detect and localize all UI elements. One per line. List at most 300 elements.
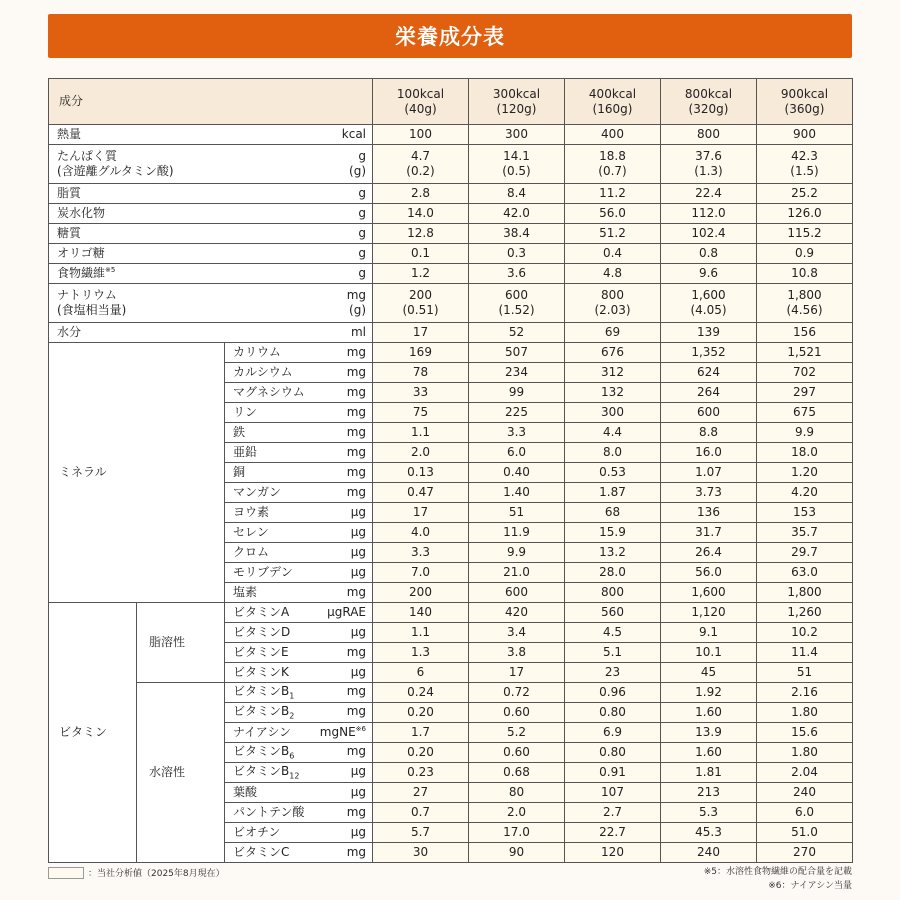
nutrient-name-text: ビオチン (233, 825, 281, 839)
value-cell: 0.20 (373, 703, 469, 723)
unit (347, 704, 366, 721)
value-cell: 31.7 (661, 523, 757, 543)
nutrient-name (233, 785, 257, 800)
nutrient-name-cell (225, 803, 373, 823)
nutrient-name-text: ビタミンB (233, 743, 290, 758)
nutrient-name-cell (225, 483, 373, 503)
value-cell: 100 (373, 125, 469, 145)
value-cell: 2.0 (469, 803, 565, 823)
nutrition-table (48, 78, 853, 863)
weight-label: (320g) (688, 101, 729, 116)
value-cell: 420 (469, 603, 565, 623)
nutrient-name (233, 665, 289, 680)
value-cell: 0.13 (373, 463, 469, 483)
value-cell: 264 (661, 383, 757, 403)
nutrient-label (57, 149, 366, 179)
unit (347, 485, 366, 500)
value-cell (373, 145, 469, 184)
column-header (757, 79, 853, 125)
value-cell: 0.4 (565, 244, 661, 264)
unit-text: ml (350, 325, 366, 339)
nutrient-line (233, 625, 366, 640)
nutrient-line (233, 684, 366, 701)
value-cell: 1,260 (757, 603, 853, 623)
nutrient-name-cell (225, 603, 373, 623)
unit-text: mg (346, 485, 366, 499)
table-row (49, 204, 853, 224)
unit-text: μg (350, 665, 366, 679)
value-cell: 51.2 (565, 224, 661, 244)
nutrient-name-cell (225, 743, 373, 763)
value-cell (565, 145, 661, 184)
unit (351, 785, 366, 800)
unit-text: mg (346, 585, 366, 599)
value-cell: 234 (469, 363, 565, 383)
unit (351, 325, 366, 340)
value-cell: 4.8 (565, 264, 661, 284)
nutrient-name-cell (49, 125, 373, 145)
nutrient-label (233, 525, 366, 540)
value-cell: 15.9 (565, 523, 661, 543)
value-cell: 624 (661, 363, 757, 383)
nutrient-name-cell (49, 145, 373, 184)
nutrient-name-cell (225, 663, 373, 683)
unit-text: g (358, 149, 366, 163)
value: 37.6 (695, 149, 722, 163)
nutrient-label (57, 325, 366, 340)
unit-text: mg (346, 683, 366, 698)
value-cell: 140 (373, 603, 469, 623)
value-cell: 1,120 (661, 603, 757, 623)
value-cell: 56.0 (565, 204, 661, 224)
nutrient-label (233, 565, 366, 580)
unit (347, 288, 366, 303)
unit-text: mg (346, 845, 366, 859)
nutrient-line (233, 845, 366, 860)
nutrient-name-cell (225, 763, 373, 783)
value-cell: 1,352 (661, 343, 757, 363)
nutrient-label (233, 725, 366, 740)
table-row (49, 184, 853, 204)
value-cell: 560 (565, 603, 661, 623)
nutrient-name-text: ヨウ素 (233, 505, 270, 519)
nutrient-name-text: ビタミンB (233, 763, 290, 778)
nutrient-name (233, 704, 294, 721)
value-cell: 297 (757, 383, 853, 403)
subscript: 6 (289, 751, 295, 761)
value-cell: 33 (373, 383, 469, 403)
table-row (49, 224, 853, 244)
value-cell: 9.9 (757, 423, 853, 443)
value-cell: 69 (565, 323, 661, 343)
value-cell: 2.0 (373, 443, 469, 463)
value-cell: 12.8 (373, 224, 469, 244)
value-cell: 0.20 (373, 743, 469, 763)
unit-text: mg (346, 345, 366, 359)
value-cell: 126.0 (757, 204, 853, 224)
unit (351, 505, 366, 520)
value-cell: 10.8 (757, 264, 853, 284)
vitamins-label: ビタミン (49, 603, 137, 863)
value-cell: 8.0 (565, 443, 661, 463)
value-cell: 28.0 (565, 563, 661, 583)
subscript: 2 (289, 711, 295, 721)
value-cell: 1.07 (661, 463, 757, 483)
unit-text: mg (346, 445, 366, 459)
value-cell (565, 284, 661, 323)
nutrient-name-cell (49, 184, 373, 204)
nutrient-label (233, 545, 366, 560)
nutrient-label (233, 645, 366, 660)
nutrient-line (233, 345, 366, 360)
value-cell: 600 (469, 583, 565, 603)
nutrient-line (233, 385, 366, 400)
legend-text: ：当社分析値（2025年8月現在） (88, 869, 225, 879)
value-cell: 1.80 (757, 703, 853, 723)
footnote-5: ※5：水溶性食物繊維の配合量を記載 (703, 867, 852, 877)
sub-value: (4.05) (690, 303, 727, 317)
value-cell: 0.60 (469, 703, 565, 723)
nutrient-label (57, 186, 366, 201)
nutrient-name-text: マグネシウム (233, 385, 305, 399)
nutrient-label (57, 246, 366, 261)
value-cell: 2.8 (373, 184, 469, 204)
value-cell: 80 (469, 783, 565, 803)
value-cell: 9.9 (469, 543, 565, 563)
kcal-label: 400kcal (588, 86, 637, 101)
nutrient-line (233, 704, 366, 721)
nutrient-label (233, 764, 366, 781)
nutrient-name-cell (49, 264, 373, 284)
nutrient-name-text: モリブデン (233, 565, 293, 579)
value-cell: 270 (757, 843, 853, 863)
value-cell: 35.7 (757, 523, 853, 543)
nutrient-label (233, 704, 366, 721)
nutrient-line (233, 645, 366, 660)
nutrient-name-cell (225, 403, 373, 423)
unit (320, 725, 366, 740)
nutrient-line (233, 605, 366, 620)
nutrient-label (233, 425, 366, 440)
page-title: 栄養成分表 (395, 25, 505, 49)
value-cell: 99 (469, 383, 565, 403)
value-cell (469, 145, 565, 184)
nutrient-name (233, 684, 294, 701)
unit (351, 625, 366, 640)
nutrient-name-text: ビタミンB (233, 703, 290, 718)
unit (347, 425, 366, 440)
nutrient-line (233, 525, 366, 540)
sub-unit: (g) (349, 303, 366, 317)
table-row (49, 145, 853, 184)
value-cell: 78 (373, 363, 469, 383)
value-cell: 3.4 (469, 623, 565, 643)
unit-text: μg (350, 505, 366, 519)
value-cell: 312 (565, 363, 661, 383)
value-cell: 6 (373, 663, 469, 683)
nutrient-name (233, 545, 269, 560)
value-cell: 1,600 (661, 583, 757, 603)
value-cell: 107 (565, 783, 661, 803)
value-cell: 56.0 (661, 563, 757, 583)
nutrient-name-cell (225, 543, 373, 563)
nutrient-line (233, 825, 366, 840)
value-cell: 90 (469, 843, 565, 863)
nutrient-label (233, 825, 366, 840)
value-cell: 2.16 (757, 683, 853, 703)
value-cell: 0.24 (373, 683, 469, 703)
value-cell: 18.0 (757, 443, 853, 463)
fat-soluble-label: 脂溶性 (137, 603, 225, 683)
value-cell: 0.23 (373, 763, 469, 783)
unit (347, 365, 366, 380)
nutrient-name (233, 825, 280, 840)
value-cell: 42.0 (469, 204, 565, 224)
nutrient-name-cell (225, 563, 373, 583)
value: 600 (505, 288, 528, 302)
value-cell: 6.0 (757, 803, 853, 823)
value-cell: 3.6 (469, 264, 565, 284)
weight-label: (360g) (784, 101, 825, 116)
unit (358, 266, 366, 281)
value-cell: 115.2 (757, 224, 853, 244)
value-cell: 5.1 (565, 643, 661, 663)
value-cell: 10.1 (661, 643, 757, 663)
nutrient-sub-line (57, 303, 366, 318)
nutrient-name (233, 365, 293, 380)
kcal-label: 800kcal (684, 86, 733, 101)
value-cell (373, 284, 469, 323)
value-cell: 1.92 (661, 683, 757, 703)
unit-text: μg (350, 625, 366, 639)
unit (358, 226, 366, 241)
value-cell: 1.2 (373, 264, 469, 284)
value-cell: 1.40 (469, 483, 565, 503)
value-cell: 3.73 (661, 483, 757, 503)
nutrient-name-text: 熱量 (57, 127, 82, 141)
unit-text: μg (350, 825, 366, 839)
sub-value: (0.7) (598, 164, 627, 178)
value-cell (757, 145, 853, 184)
value-cell: 676 (565, 343, 661, 363)
nutrient-line (57, 288, 366, 303)
nutrient-name (57, 325, 81, 340)
value-cell: 213 (661, 783, 757, 803)
value-cell: 0.60 (469, 743, 565, 763)
value: 1,600 (691, 288, 726, 302)
unit-text: mg (346, 365, 366, 379)
nutrient-name (233, 744, 294, 761)
table-row (49, 683, 853, 703)
table-row (49, 343, 853, 363)
legend-swatch (48, 867, 84, 879)
nutrient-label (57, 288, 366, 318)
sub-value: (0.51) (402, 303, 439, 317)
value-cell: 3.3 (469, 423, 565, 443)
value-cell: 1,521 (757, 343, 853, 363)
value-cell: 9.6 (661, 264, 757, 284)
value-cell: 102.4 (661, 224, 757, 244)
kcal-label: 300kcal (492, 86, 541, 101)
sub-value: (1.3) (694, 164, 723, 178)
weight-label: (40g) (404, 101, 437, 116)
nutrient-name-text: 銅 (233, 465, 246, 479)
value-cell: 507 (469, 343, 565, 363)
value-cell: 240 (757, 783, 853, 803)
nutrient-label (233, 665, 366, 680)
unit (358, 149, 366, 164)
nutrient-label (233, 785, 366, 800)
nutrient-name-text: ビタミンD (233, 625, 291, 639)
unit-text: mgNE (319, 725, 356, 739)
value-cell: 1,800 (757, 583, 853, 603)
nutrient-line (233, 425, 366, 440)
value-cell: 0.1 (373, 244, 469, 264)
value-cell: 14.0 (373, 204, 469, 224)
nutrient-name-text: カルシウム (233, 365, 293, 379)
nutrient-line (233, 764, 366, 781)
value-cell: 675 (757, 403, 853, 423)
nutrient-name (233, 605, 289, 620)
nutrient-name-cell (225, 423, 373, 443)
value-cell: 702 (757, 363, 853, 383)
column-header (373, 79, 469, 125)
sub-unit: (g) (349, 164, 366, 178)
value-cell: 900 (757, 125, 853, 145)
weight-label: (120g) (496, 101, 537, 116)
footnote-mark: ※5 (105, 266, 116, 274)
value-cell: 1.80 (757, 743, 853, 763)
sub-value: (2.03) (594, 303, 631, 317)
value-cell: 400 (565, 125, 661, 145)
subscript: 12 (289, 771, 300, 781)
value-cell: 17 (469, 663, 565, 683)
nutrient-line (233, 405, 366, 420)
nutrient-line (233, 665, 366, 680)
value-cell: 800 (565, 583, 661, 603)
nutrient-sub-name: (食塩相当量) (57, 303, 127, 317)
value-cell: 11.2 (565, 184, 661, 204)
nutrient-name-cell (49, 323, 373, 343)
nutrient-name-cell (225, 383, 373, 403)
nutrient-name-text: 塩素 (233, 585, 258, 599)
nutrient-name-text: セレン (233, 525, 269, 539)
legend-note (48, 866, 225, 879)
unit-text: mg (346, 805, 366, 819)
nutrient-name-cell (49, 204, 373, 224)
value-cell: 23 (565, 663, 661, 683)
nutrient-name-text: 糖質 (57, 226, 82, 240)
nutrient-line (57, 186, 366, 201)
nutrient-name-text: ビタミンC (233, 845, 290, 859)
footnote-6: ※6：ナイアシン当量 (768, 880, 852, 891)
column-header (565, 79, 661, 125)
nutrient-label (233, 345, 366, 360)
value-cell: 13.2 (565, 543, 661, 563)
nutrient-name (57, 226, 81, 241)
nutrient-label (233, 485, 366, 500)
value-cell: 153 (757, 503, 853, 523)
value-cell: 21.0 (469, 563, 565, 583)
nutrient-label (233, 585, 366, 600)
nutrient-name-cell (49, 224, 373, 244)
nutrient-sub-name: (含遊離グルタミン酸) (57, 164, 174, 178)
nutrient-line (233, 725, 366, 740)
value-cell: 0.40 (469, 463, 565, 483)
nutrient-name-text: リン (233, 405, 258, 419)
unit (351, 825, 366, 840)
value-cell: 1.60 (661, 703, 757, 723)
value-cell: 13.9 (661, 723, 757, 743)
value-cell (757, 284, 853, 323)
nutrient-name (233, 465, 245, 480)
value-cell: 120 (565, 843, 661, 863)
table-row (49, 244, 853, 264)
value-cell: 5.7 (373, 823, 469, 843)
value-cell: 52 (469, 323, 565, 343)
nutrient-name-cell (49, 244, 373, 264)
nutrient-line (233, 505, 366, 520)
value-cell: 10.2 (757, 623, 853, 643)
nutrient-label (233, 845, 366, 860)
column-header (469, 79, 565, 125)
value-cell: 17 (373, 323, 469, 343)
value-cell: 22.7 (565, 823, 661, 843)
nutrient-name-text: たんぱく質 (57, 149, 118, 163)
sub-value: (0.2) (406, 164, 435, 178)
nutrient-name-text: オリゴ糖 (57, 246, 105, 260)
nutrient-line (57, 325, 366, 340)
nutrient-name-cell (225, 703, 373, 723)
nutrient-line (233, 744, 366, 761)
nutrient-name-cell (225, 363, 373, 383)
unit-text: mg (346, 385, 366, 399)
value: 14.1 (503, 149, 530, 163)
value: 18.8 (599, 149, 626, 163)
value: 42.3 (791, 149, 818, 163)
value: 800 (601, 288, 624, 302)
nutrient-line (233, 805, 366, 820)
nutrient-label (57, 226, 366, 241)
nutrient-line (233, 365, 366, 380)
unit (342, 127, 366, 142)
unit-text: μgRAE (327, 605, 366, 619)
value: 200 (409, 288, 432, 302)
value-cell: 8.4 (469, 184, 565, 204)
value-cell: 0.91 (565, 763, 661, 783)
unit-text: μg (350, 545, 366, 559)
value-cell: 38.4 (469, 224, 565, 244)
nutrient-label (233, 505, 366, 520)
unit (347, 805, 366, 820)
nutrient-label (233, 625, 366, 640)
nutrient-name (233, 345, 281, 360)
value-cell: 1.7 (373, 723, 469, 743)
nutrient-name-cell (225, 643, 373, 663)
value-cell: 5.2 (469, 723, 565, 743)
value-cell: 51.0 (757, 823, 853, 843)
table-row (49, 284, 853, 323)
value-cell: 300 (469, 125, 565, 145)
nutrient-name (233, 525, 269, 540)
nutrient-name (57, 149, 117, 164)
value-cell: 68 (565, 503, 661, 523)
component-header: 成分 (49, 79, 373, 125)
title-bar (48, 14, 852, 58)
value-cell: 9.1 (661, 623, 757, 643)
value-cell: 0.3 (469, 244, 565, 264)
table-row (49, 125, 853, 145)
